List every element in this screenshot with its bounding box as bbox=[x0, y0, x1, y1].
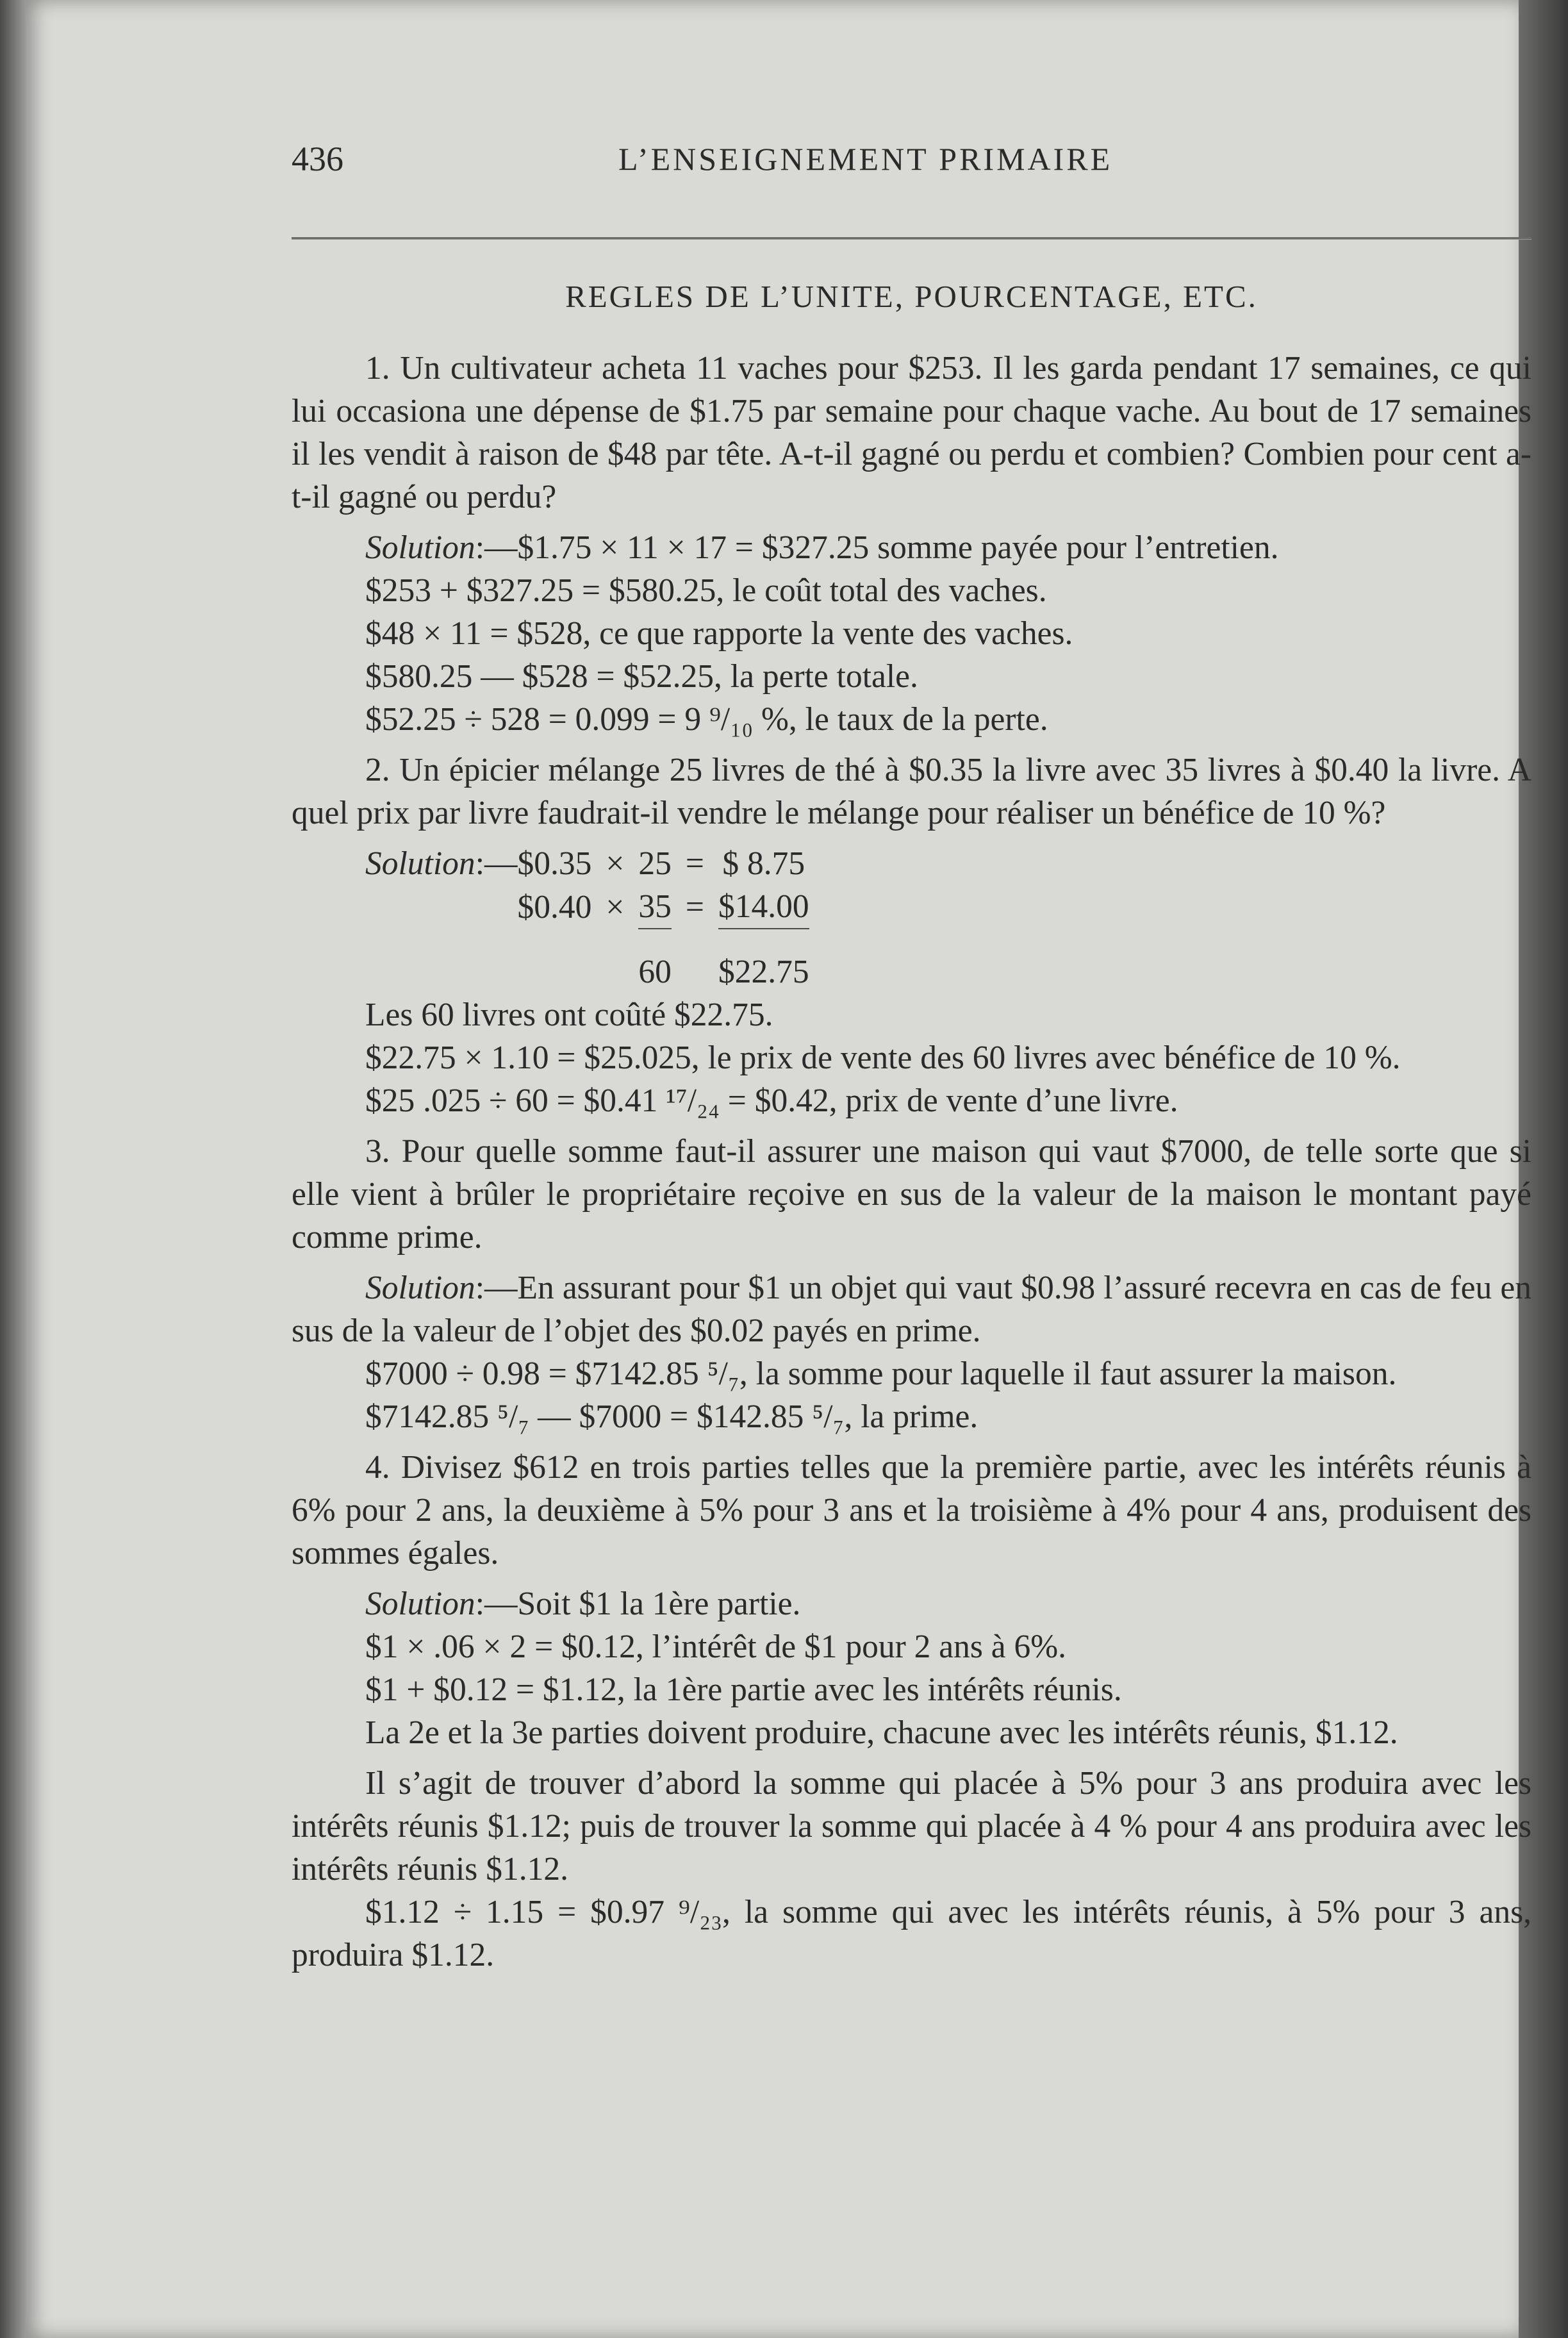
calc-sum-row bbox=[365, 929, 809, 993]
calc-equals: = bbox=[685, 845, 704, 882]
calc-row: Solution:— $0.35 × 25 = $ 8.75 bbox=[365, 842, 809, 885]
problem-2-line-3: $25 .025 ÷ 60 = $0.41 ¹⁷/₂₄ = $0.42, prix de vente d’une livre. bbox=[365, 1082, 1178, 1119]
problem-1-text: 1. Un cultivateur acheta 11 vaches pour $253. Il les garda pendant 17 semaines, ce qui lui occasiona une dépense de $1.75 par semaine pour chaque vache. Au bout de 17 semaines il les vendit à raison de $48 par tête. A-t-il gagné ou perdu et combien? Combien pour cent a-t-il gagné ou perdu? bbox=[292, 350, 1531, 515]
solution-label: Solution bbox=[365, 529, 475, 566]
book-spine-shadow bbox=[0, 0, 26, 2338]
calc-operator: × bbox=[606, 889, 625, 925]
problem-3-line-1: $7000 ÷ 0.98 = $7142.85 ⁵/₇, la somme pour laquelle il faut assurer la maison. bbox=[365, 1356, 1397, 1392]
calc-operator: × bbox=[606, 845, 625, 882]
problem-3-line-2: $7142.85 ⁵/₇ — $7000 = $142.85 ⁵/₇, la prime. bbox=[365, 1398, 978, 1435]
header-rule bbox=[292, 237, 1531, 240]
solution-label: Solution bbox=[365, 1270, 475, 1306]
problem-4-paragraph-2: Il s’agit de trouver d’abord la somme qui placée à 5% pour 3 ans produira avec les intérêts réunis $1.12; puis de trouver la somme qui placée à 4 % pour 4 ans produira avec les intérêts réunis $1.12. bbox=[292, 1765, 1531, 1887]
problem-1-solution-line-1: Solution:—$1.75 × 11 × 17 = $327.25 somme payée pour l’entretien. bbox=[365, 529, 1279, 566]
problem-2-calculation bbox=[365, 842, 809, 993]
problem-4-solution-line-2: $1 × .06 × 2 = $0.12, l’intérêt de $1 pour 2 ans à 6%. bbox=[365, 1629, 1067, 1665]
page-header bbox=[292, 119, 1531, 189]
problem-3-solution: Solution:—En assurant pour $1 un objet qui vaut $0.98 l’assuré recevra en cas de feu en sus de la valeur de l’objet des $0.02 payés en prime. bbox=[292, 1270, 1531, 1349]
solution-label: Solution bbox=[365, 845, 475, 882]
calc-total: $ 8.75 bbox=[722, 845, 805, 882]
solution-label: Solution bbox=[365, 1586, 475, 1622]
problem-1-solution-line-3: $48 × 11 = $528, ce que rapporte la vente des vaches. bbox=[365, 615, 1073, 652]
running-title: L’ENSEIGNEMENT PRIMAIRE bbox=[618, 141, 1113, 177]
problem-1-solution-line-2: $253 + $327.25 = $580.25, le coût total des vaches. bbox=[365, 572, 1047, 609]
calc-price: $0.40 bbox=[517, 889, 592, 925]
problem-4-paragraph-3: $1.12 ÷ 1.15 = $0.97 ⁹/₂₃, la somme qui avec les intérêts réunis, à 5% pour 3 ans, produira $1.12. bbox=[292, 1894, 1531, 1973]
section-title: REGLES DE L’UNITE, POURCENTAGE, ETC. bbox=[565, 279, 1258, 314]
problem-4-solution-line-1: Solution:—Soit $1 la 1ère partie. bbox=[365, 1586, 801, 1622]
problem-1-solution-line-4: $580.25 — $528 = $52.25, la perte totale. bbox=[365, 658, 918, 695]
problem-4-solution-line-3: $1 + $0.12 = $1.12, la 1ère partie avec les intérêts réunis. bbox=[365, 1671, 1122, 1708]
calc-row bbox=[365, 885, 809, 929]
problem-4-paragraph-1: La 2e et la 3e parties doivent produire, chacune avec les intérêts réunis, $1.12. bbox=[365, 1714, 1398, 1751]
calc-equals: = bbox=[685, 889, 704, 925]
page-number: 436 bbox=[292, 140, 343, 178]
problem-4-text: 4. Divisez $612 en trois parties telles que la première partie, avec les intérêts réunis à 6% pour 2 ans, la deuxième à 5% pour 3 ans et la troisième à 4% pour 4 ans, produisent des sommes égales. bbox=[292, 1449, 1531, 1571]
problem-2-text: 2. Un épicier mélange 25 livres de thé à $0.35 la livre avec 35 livres à $0.40 la livre. A quel prix par livre faudrait-il vendre le mélange pour réaliser un bénéfice de 10 %? bbox=[292, 752, 1531, 831]
calc-total: $14.00 bbox=[718, 885, 809, 929]
problem-2-line-1: Les 60 livres ont coûté $22.75. bbox=[365, 997, 773, 1033]
calc-sum-quantity: 60 bbox=[638, 954, 672, 990]
problem-2-line-2: $22.75 × 1.10 = $25.025, le prix de vente des 60 livres avec bénéfice de 10 %. bbox=[365, 1040, 1401, 1076]
calc-quantity: 35 bbox=[638, 885, 672, 929]
calc-price: $0.35 bbox=[517, 845, 592, 882]
problem-1-solution-line-5: $52.25 ÷ 528 = 0.099 = 9 ⁹/₁₀ %, le taux de la perte. bbox=[365, 701, 1048, 738]
calc-sum-total: $22.75 bbox=[718, 954, 809, 990]
calc-quantity: 25 bbox=[638, 845, 672, 882]
page-text-block bbox=[292, 119, 1531, 1977]
problem-3-text: 3. Pour quelle somme faut-il assurer une maison qui vaut $7000, de telle sorte que si elle vient à brûler le propriétaire reçoive en sus de la valeur de la maison le montant payé comme prime. bbox=[292, 1133, 1531, 1256]
